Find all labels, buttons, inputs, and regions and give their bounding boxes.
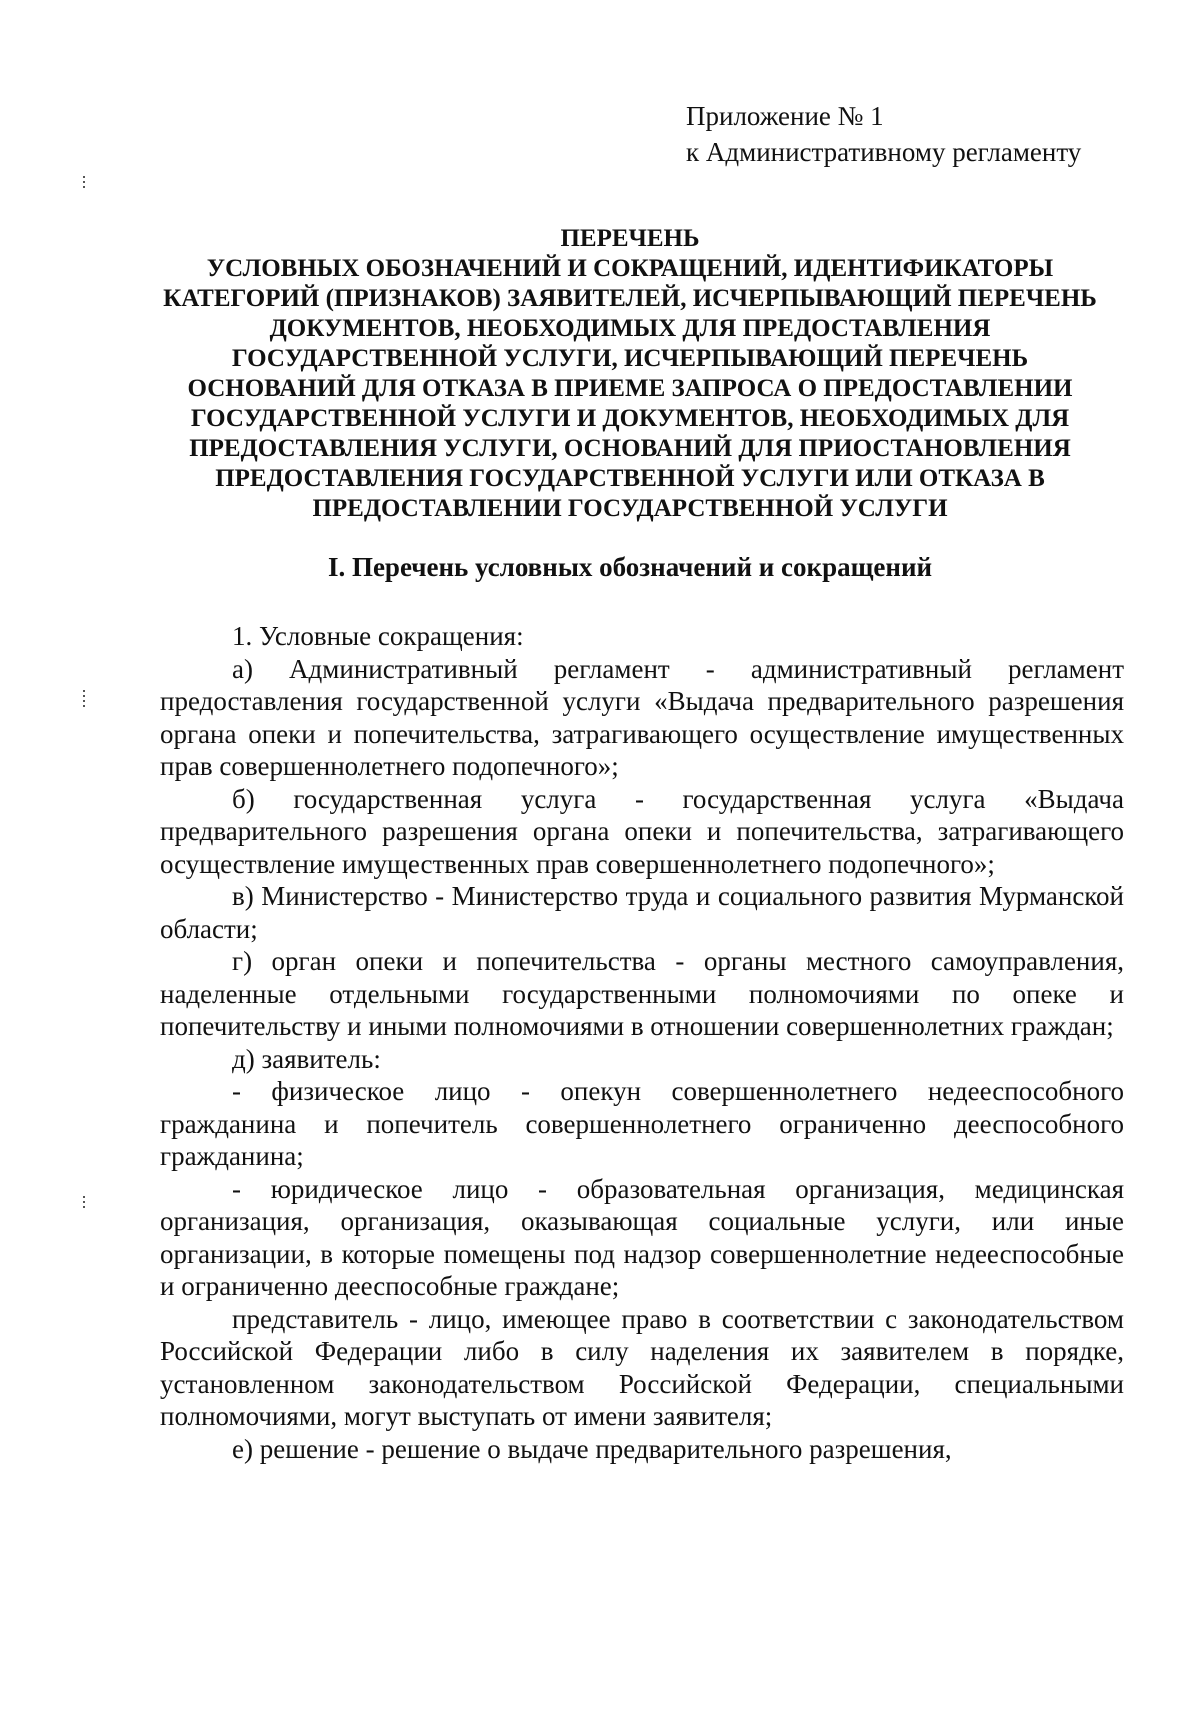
title-line: КАТЕГОРИЙ (ПРИЗНАКОВ) ЗАЯВИТЕЛЕЙ, ИСЧЕРПЫВАЮЩИЙ ПЕРЕЧЕНЬ — [163, 285, 1097, 312]
section-heading: I. Перечень условных обозначений и сокращений — [327, 552, 933, 582]
paragraph-guardianship-authority: г) орган опеки и попечительства - органы местного самоуправления, наделенные отдельными государственными полномочиями по опеке и попечительству и иными полномочиями в отношении совершеннолетних граждан; — [160, 946, 1124, 1041]
paragraph-state-service: б) государственная услуга - государственная услуга «Выдача предварительного разрешения органа опеки и попечительства, затрагивающего осуществление имущественных прав совершеннолетнего подопечного»; — [160, 783, 1124, 879]
paragraph-conventional-abbreviations: 1. Условные сокращения: — [232, 621, 524, 651]
paragraph-administrative-regulation: а) Административный регламент - административный регламент предоставления государственной услуги «Выдача предварительного разрешения органа опеки и попечительства, затрагивающего осуществление имущественных прав совершеннолетнего подопечного»; — [160, 653, 1124, 781]
paragraph-representative: представитель - лицо, имеющее право в соответствии с законодательством Российской Федерации либо в силу наделения их заявителем в порядке, установленном законодательством Российской Федерации, специальными полномочиями, могут выступать от имени заявителя; — [160, 1303, 1124, 1431]
title-line: ОСНОВАНИЙ ДЛЯ ОТКАЗА В ПРИЕМЕ ЗАПРОСА О ПРЕДОСТАВЛЕНИИ — [187, 375, 1073, 402]
title-line: ГОСУДАРСТВЕННОЙ УСЛУГИ, ИСЧЕРПЫВАЮЩИЙ ПЕРЕЧЕНЬ — [231, 345, 1029, 372]
paragraph-decision: е) решение - решение о выдаче предварительного разрешения, — [232, 1433, 952, 1464]
paragraph-ministry: в) Министерство - Министерство труда и социального развития Мурманской области; — [160, 881, 1124, 944]
title-line: ДОКУМЕНТОВ, НЕОБХОДИМЫХ ДЛЯ ПРЕДОСТАВЛЕНИЯ — [269, 315, 991, 342]
title-line: ПРЕДОСТАВЛЕНИЯ ГОСУДАРСТВЕННОЙ УСЛУГИ ИЛИ ОТКАЗА В — [215, 465, 1045, 492]
annex-number: Приложение № 1 — [686, 101, 884, 131]
scan-margin-mark — [83, 1196, 85, 1210]
title-line: ПРЕДОСТАВЛЕНИЯ УСЛУГИ, ОСНОВАНИЙ ДЛЯ ПРИОСТАНОВЛЕНИЯ — [189, 435, 1071, 462]
annex-reference — [686, 98, 1081, 170]
title-line: ГОСУДАРСТВЕННОЙ УСЛУГИ И ДОКУМЕНТОВ, НЕОБХОДИМЫХ ДЛЯ — [190, 405, 1070, 432]
title-line: ПЕРЕЧЕНЬ — [560, 225, 700, 252]
title-line: ПРЕДОСТАВЛЕНИИ ГОСУДАРСТВЕННОЙ УСЛУГИ — [312, 495, 948, 522]
title-line: УСЛОВНЫХ ОБОЗНАЧЕНИЙ И СОКРАЩЕНИЙ, ИДЕНТИФИКАТОРЫ — [206, 255, 1054, 282]
document-body — [160, 620, 1124, 1465]
annex-regulation-ref: к Административному регламенту — [686, 137, 1082, 167]
scan-margin-mark — [83, 176, 85, 190]
paragraph-legal-entity: - юридическое лицо - образовательная организация, медицинская организация, организация, оказывающая социальные услуги, или иные организации, в которые помещены под надзор совершеннолетние недееспособные и ограниченно дееспособные граждане; — [160, 1173, 1124, 1301]
document-title — [150, 224, 1110, 524]
paragraph-individual: - физическое лицо - опекун совершеннолетнего недееспособного гражданина и попечитель совершеннолетнего ограниченно дееспособного гражданина; — [160, 1076, 1124, 1171]
paragraph-applicant: д) заявитель: — [232, 1043, 381, 1074]
scan-margin-mark — [83, 690, 85, 710]
